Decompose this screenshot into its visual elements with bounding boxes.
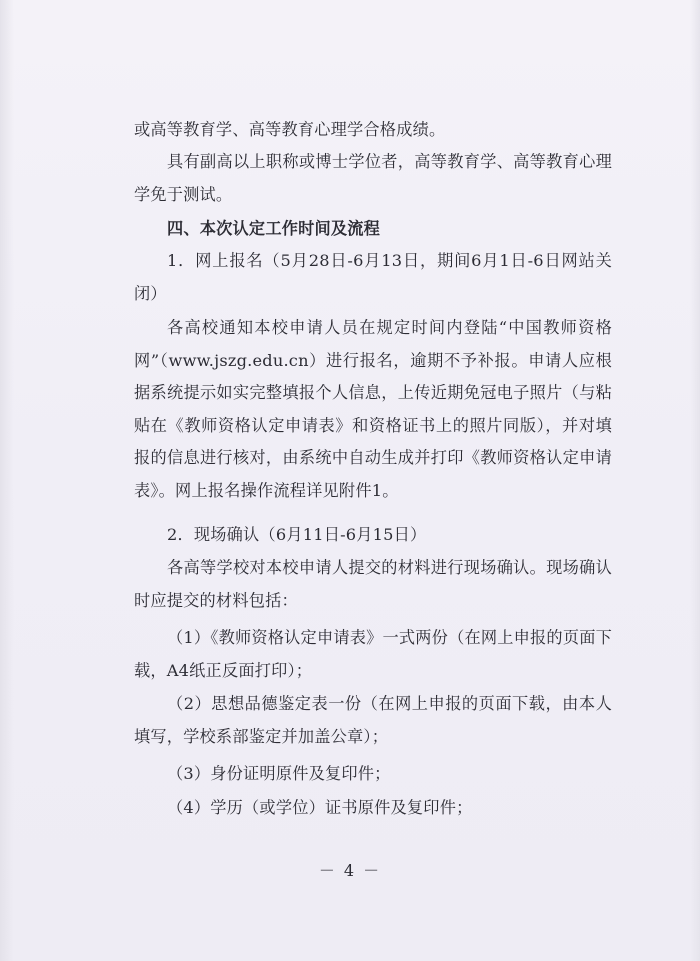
paragraph-registration-details: 各高校通知本校申请人员在规定时间内登陆“中国教师资格网”（www.jszg.edu.cn）进行报名，逾期不予补报。申请人应根据系统提示如实完整填报个人信息，上传近期免冠电子照片（与粘贴在《教师资格认定申请表》和资格证书上的照片同版），并对填报的信息进行核对，由系统中自动生成并打印《教师资格认定申请表》。网上报名操作流程详见附件1。 [134,318,612,500]
scan-edge-left [0,0,14,961]
subheading-onsite-confirmation: 2．现场确认（6月11日-6月15日） [167,525,427,544]
paragraph-continuation: 或高等教育学、高等教育心理学合格成绩。 [134,120,446,139]
list-item-identity-proof: （3）身份证明原件及复印件； [167,764,391,783]
list-item-application-form: （1）《教师资格认定申请表》一式两份（在网上申报的页面下载，A4纸正反面打印）； [134,628,612,680]
page-number: － 4 － [318,861,382,880]
list-item-degree-certificate: （4）学历（或学位）证书原件及复印件； [167,798,473,817]
paragraph-exemption: 具有副高以上职称或博士学位者，高等教育学、高等教育心理学免于测试。 [134,152,612,204]
section-heading-schedule: 四、本次认定工作时间及流程 [167,219,381,238]
list-item-moral-appraisal: （2）思想品德鉴定表一份（在网上申报的页面下载，由本人填写，学校系部鉴定并加盖公章）； [134,694,612,746]
subheading-online-registration: 1．网上报名（5月28日-6月13日，期间6月1日-6日网站关闭） [134,251,612,303]
paragraph-materials-intro: 各高等学校对本校申请人提交的材料进行现场确认。现场确认时应提交的材料包括： [134,558,612,610]
scan-edge-right [690,0,700,961]
